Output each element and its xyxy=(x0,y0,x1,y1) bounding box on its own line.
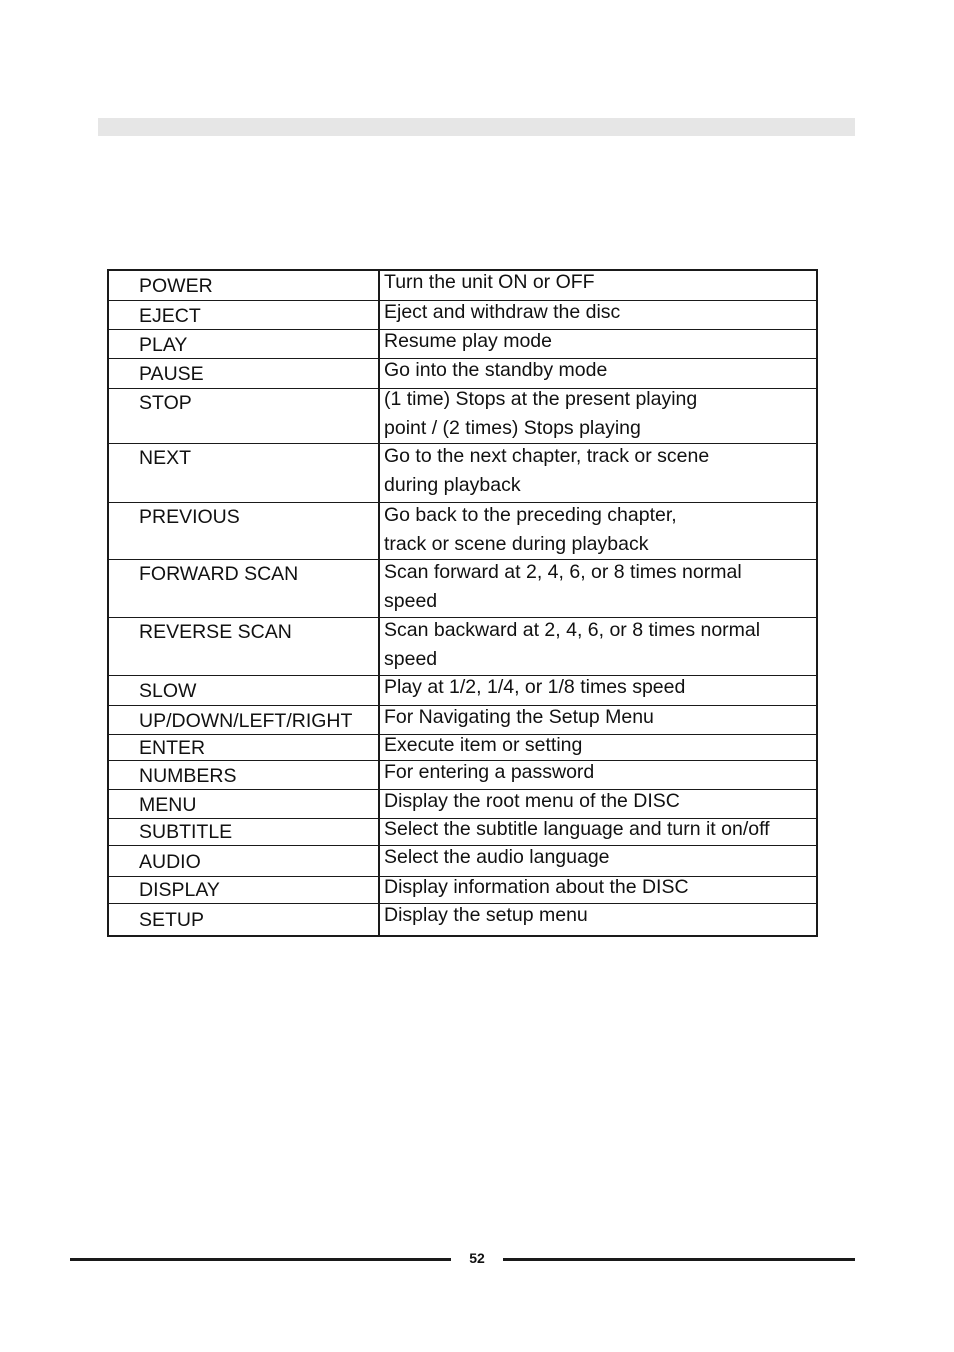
table-row xyxy=(109,705,816,734)
button-name-cell: PAUSE xyxy=(109,359,380,388)
table-row xyxy=(109,818,816,845)
button-name-cell: NEXT xyxy=(109,444,380,502)
table-row xyxy=(109,734,816,760)
remote-buttons-table xyxy=(107,269,818,937)
table-row xyxy=(109,329,816,358)
button-name-cell: PREVIOUS xyxy=(109,503,380,559)
button-name-cell: PLAY xyxy=(109,330,380,358)
table-row xyxy=(109,271,816,300)
button-description-cell: For Navigating the Setup Menu xyxy=(384,706,654,728)
button-name-cell: MENU xyxy=(109,790,380,818)
button-name-cell: STOP xyxy=(109,389,380,443)
button-description-cell: Display the root menu of the DISC xyxy=(384,790,680,812)
button-name-cell: FORWARD SCAN xyxy=(109,560,380,617)
table-row xyxy=(109,502,816,559)
button-name-cell: SLOW xyxy=(109,676,380,705)
table-row xyxy=(109,903,816,935)
button-description-cell: (1 time) Stops at the present playing point / (2 times) Stops playing xyxy=(384,388,698,439)
table-row xyxy=(109,617,816,675)
button-name-cell: REVERSE SCAN xyxy=(109,618,380,675)
table-row xyxy=(109,675,816,705)
button-description-cell: Scan backward at 2, 4, 6, or 8 times normal speed xyxy=(384,619,761,670)
table-row xyxy=(109,876,816,903)
button-name-cell: EJECT xyxy=(109,301,380,329)
button-description-cell: Turn the unit ON or OFF xyxy=(384,271,595,293)
footer-rule-right xyxy=(503,1258,855,1261)
table-row xyxy=(109,845,816,876)
button-description-cell: Resume play mode xyxy=(384,330,552,352)
table-row xyxy=(109,300,816,329)
button-description-cell: Scan forward at 2, 4, 6, or 8 times normal speed xyxy=(384,561,742,612)
button-description-cell: Go back to the preceding chapter, track or scene during playback xyxy=(384,504,677,555)
button-description-cell: Select the subtitle language and turn it on/off xyxy=(384,818,770,840)
button-name-cell: SUBTITLE xyxy=(109,819,380,845)
button-description-cell: Go to the next chapter, track or scene during playback xyxy=(384,445,710,496)
button-description-cell: Execute item or setting xyxy=(384,734,583,756)
button-description-cell: Play at 1/2, 1/4, or 1/8 times speed xyxy=(384,676,686,698)
button-name-cell: DISPLAY xyxy=(109,877,380,903)
page-number: 52 xyxy=(469,1250,485,1266)
button-name-cell: POWER xyxy=(109,271,380,300)
table-row xyxy=(109,760,816,789)
page-footer xyxy=(70,1248,855,1272)
button-description-cell: Go into the standby mode xyxy=(384,359,608,381)
button-name-cell: NUMBERS xyxy=(109,761,380,789)
button-description-cell: Select the audio language xyxy=(384,846,610,868)
button-name-cell: SETUP xyxy=(109,904,380,935)
button-name-cell: ENTER xyxy=(109,735,380,760)
table-row xyxy=(109,358,816,388)
section-header-bar xyxy=(98,118,855,136)
button-name-cell: AUDIO xyxy=(109,846,380,876)
table-row xyxy=(109,388,816,443)
button-description-cell: Display information about the DISC xyxy=(384,876,689,898)
table-row xyxy=(109,559,816,617)
table-row xyxy=(109,789,816,818)
button-description-cell: Eject and withdraw the disc xyxy=(384,301,621,323)
footer-rule-left xyxy=(70,1258,451,1261)
button-description-cell: For entering a password xyxy=(384,761,595,783)
button-name-cell: UP/DOWN/LEFT/RIGHT xyxy=(109,706,380,734)
button-description-cell: Display the setup menu xyxy=(384,904,588,926)
table-row xyxy=(109,443,816,502)
